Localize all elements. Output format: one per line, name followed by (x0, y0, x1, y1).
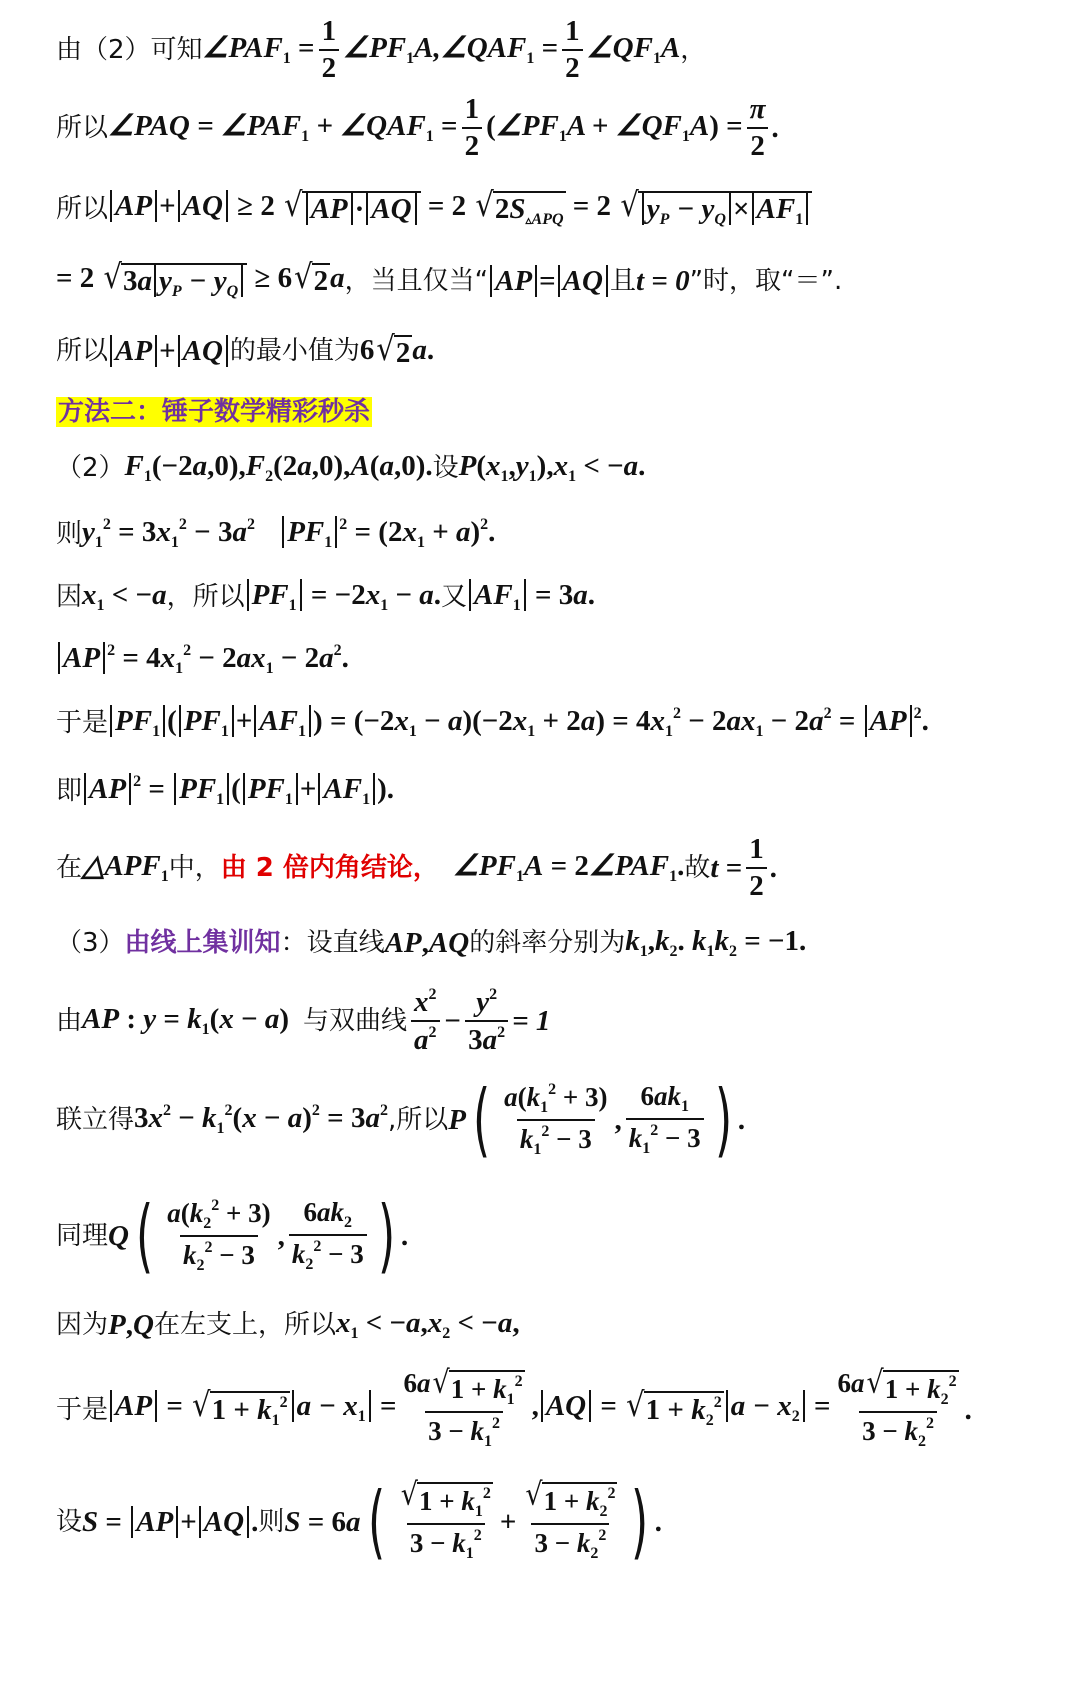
line-9: 因 $x_1 < -a$ ，所以 $PF_1 = -2x_1 - a$. 又 $AF_1 = 3a$. (56, 578, 595, 614)
red-conclusion: 由 2 倍内角结论， (220, 853, 439, 883)
line-7: （2） $F_1(-2a,0),F_2(2a,0),A(a,0)$. 设 $P(x_1,y_1),x_1 < -a$. (56, 449, 646, 485)
line-3: 所以 AP + AQ ≥ 2 √ AP · AQ = 2 √ $2S_{▵APQ}$ = 2 √ $y_P - y_Q \times AF_1$ (56, 184, 1050, 234)
line-17: 同理 Q ( $\frac{a(k_2^2 + 3)}{k_2^2 - 3}$ , $\frac{6ak_2}{k_2^2 - 3}$ ) . (56, 1189, 410, 1282)
line-5: 所以 AP + AQ 的最小值为 6 √ 2 a. (56, 328, 435, 369)
purple-note: 由线上集训知 (124, 928, 281, 958)
line-14: （3） 由线上集训知 ：设直线 AP,AQ 的斜率分别为 $k_1,k_2$. $k_1k_2 = -1$. (56, 924, 807, 960)
line-19: 于是 AP = √ $1 + k_1^2$ $a - x_1$ = 6a √ $1 + k_1^2$ $3 - k_1^2$ , AQ = √ $1 + k_2^2$ $a - x_2$ = 6a √ $1 + k_2^2$ $3 - k_2^2$ . (56, 1364, 973, 1450)
fraction-one-half: $\frac{1}{2}$ (319, 17, 340, 83)
line-13: 在 $\triangle APF_1$ 中， 由 2 倍内角结论， $\angle PF_1A$ = $2\angle PAF_1$. 故 t = $\frac{1}{2}$ . (56, 833, 778, 902)
line-4: = 2 √ 3a $y_P - y_Q$ ≥ 6 √ 2 a ，当且仅当“ AP = AQ 且 t = 0 ”时，取“＝”. (56, 256, 843, 300)
line-2: 所以 ∠PAQ = $\angle PAF_1$ + $\angle QAF_1$ = $\frac{1}{2}$ ($\angle PF_1A$ + $\angle QF_1A$) = $\frac{\pi}{2}$ . (56, 93, 780, 162)
line-15: 由 AP : $y = k_1(x - a)$ 与双曲线 $\frac{x^2}{a^2}$ − $\frac{y^2}{3a^2}$ = 1 (56, 986, 551, 1056)
line-10: AP $^2 = 4x_1^2 - 2ax_1 - 2a^2$. (56, 636, 1050, 684)
line-20: 设 S = AP + AQ . 则 S = 6a ( √ $1 + k_1^2$ $3 - k_1^2$ + √ $1 + k_2^2$ $3 - k_2^2$ ) . (56, 1475, 663, 1568)
line-16: 联立得 $3x^2 - k_1^2(x - a)^2 = 3a^2$ ,所以 P ( $\frac{a(k_1^2 + 3)}{k_1^2 - 3}$ , $\frac{6ak_1}{k_1^2 - 3}$ ) . (56, 1073, 747, 1166)
line-1: 由（2）可知 $\angle PAF_1$ = $\frac{1}{2}$ $\angle PF_1A,\angle QAF_1$ = $\frac{1}{2}$ $\angle QF_1A$ ， (56, 15, 707, 84)
method-two-heading: 方法二：锤子数学精彩秒杀 (58, 397, 371, 427)
line-8: 则 $y_1^2 = 3x_1^2 - 3a^2$ $PF_1^2 = (2x_1 + a)^2$. (56, 516, 496, 551)
line-18: 因为 P,Q 在左支上，所以 $x_1 < -a,x_2 < -a$, (56, 1306, 520, 1342)
line-12: 即 AP $^2 = PF_1$ ( $PF_1 + AF_1$ ). (56, 773, 395, 808)
line-11: 于是 $PF_1$ ( $PF_1 + AF_1$ ) = $(-2x_1 - a)(-2x_1 + 2a) = 4x_1^2 - 2ax_1 - 2a^2$ = AP $^2$. (56, 705, 929, 740)
